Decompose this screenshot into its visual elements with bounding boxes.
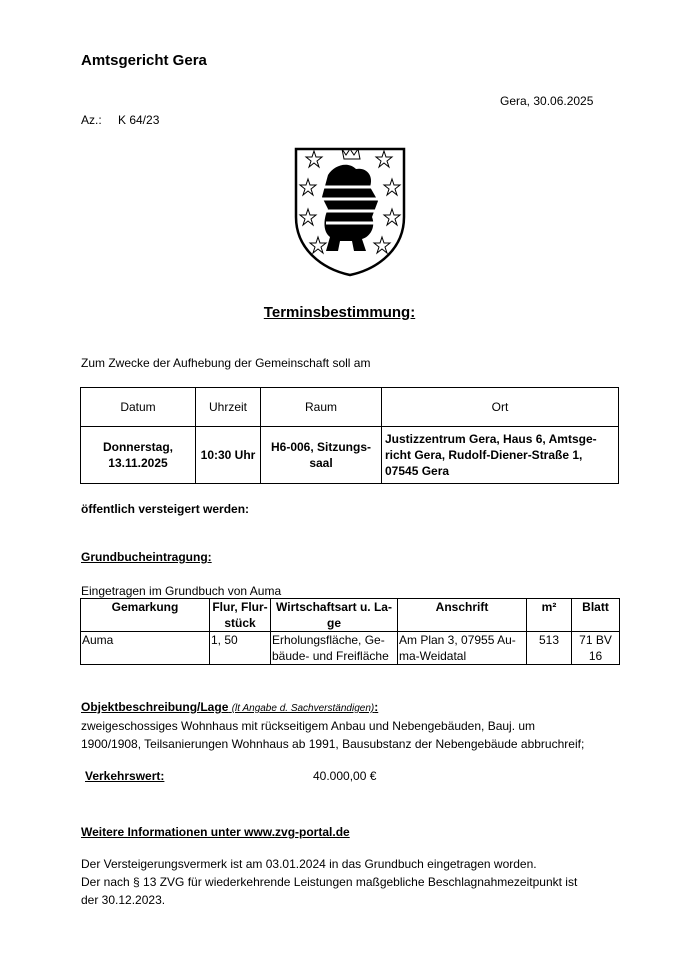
court-name: Amtsgericht Gera [81, 52, 207, 69]
cell-blatt: 71 BV 16 [572, 632, 620, 665]
objekt-heading: Objektbeschreibung/Lage (lt Angabe d. Sachverständigen): [81, 700, 379, 714]
case-number-label: Az.: [81, 113, 102, 127]
col-gemarkung: Gemarkung [81, 599, 210, 632]
col-qm: m² [527, 599, 572, 632]
grundbuch-table [80, 598, 620, 665]
termin-table [80, 387, 619, 484]
versteigert-text: öffentlich versteigert werden: [81, 502, 250, 516]
cell-gemarkung: Auma [81, 632, 210, 665]
closing-note: Der Versteigerungsvermerk ist am 03.01.2024 in das Grundbuch eingetragen worden. Der nach § 13 ZVG für wiederkehrende Leistungen maßgebliche Beschlagnahmezeitpunkt ist der 30.12.2023. [81, 857, 578, 907]
termin-header-row [81, 388, 619, 427]
col-blatt: Blatt [572, 599, 620, 632]
termin-datum: Donnerstag, 13.11.2025 [81, 427, 196, 484]
grundbuch-eingetragen: Eingetragen im Grundbuch von Auma [81, 584, 282, 598]
verkehrswert-value: 40.000,00 € [313, 769, 377, 783]
termin-uhrzeit: 10:30 Uhr [196, 427, 261, 484]
col-wirtschaft: Wirtschaftsart u. La- ge [271, 599, 398, 632]
cell-qm: 513 [527, 632, 572, 665]
cell-anschrift: Am Plan 3, 07955 Au- ma-Weidatal [398, 632, 527, 665]
col-uhrzeit: Uhrzeit [196, 388, 261, 427]
cell-wirtschaft: Erholungsfläche, Ge- bäude- und Freifläche [271, 632, 398, 665]
col-ort: Ort [382, 388, 619, 427]
objekt-description: zweigeschossiges Wohnhaus mit rückseitigem Anbau und Nebengebäuden, Bauj. um 1900/1908, Teilsanierungen Wohnhaus ab 1991, Bausubstanz der Nebengebäude abbruchreif; [81, 719, 585, 751]
case-number [81, 113, 159, 127]
termin-ort: Justizzentrum Gera, Haus 6, Amtsge- richt Gera, Rudolf-Diener-Straße 1, 07545 Gera [382, 427, 619, 484]
termin-raum: H6-006, Sitzungs- saal [261, 427, 382, 484]
place-date: Gera, 30.06.2025 [500, 94, 594, 108]
table-row [81, 632, 620, 665]
intro-text: Zum Zwecke der Aufhebung der Gemeinschaft soll am [81, 356, 371, 370]
termin-row [81, 427, 619, 484]
thuringia-coat-of-arms-icon [294, 147, 406, 277]
weitere-informationen-link[interactable]: Weitere Informationen unter www.zvg-portal.de [81, 825, 350, 839]
col-anschrift: Anschrift [398, 599, 527, 632]
col-raum: Raum [261, 388, 382, 427]
case-number-value: K 64/23 [118, 113, 160, 127]
page-title: Terminsbestimmung: [263, 304, 416, 321]
objekt-source-note: (lt Angabe d. Sachverständigen) [231, 703, 375, 714]
grundbuch-header-row [81, 599, 620, 632]
cell-flur: 1, 50 [210, 632, 271, 665]
col-flur: Flur, Flur- stück [210, 599, 271, 632]
verkehrswert-label: Verkehrswert: [85, 769, 165, 783]
grundbuch-heading: Grundbucheintragung: [81, 550, 212, 564]
col-datum: Datum [81, 388, 196, 427]
